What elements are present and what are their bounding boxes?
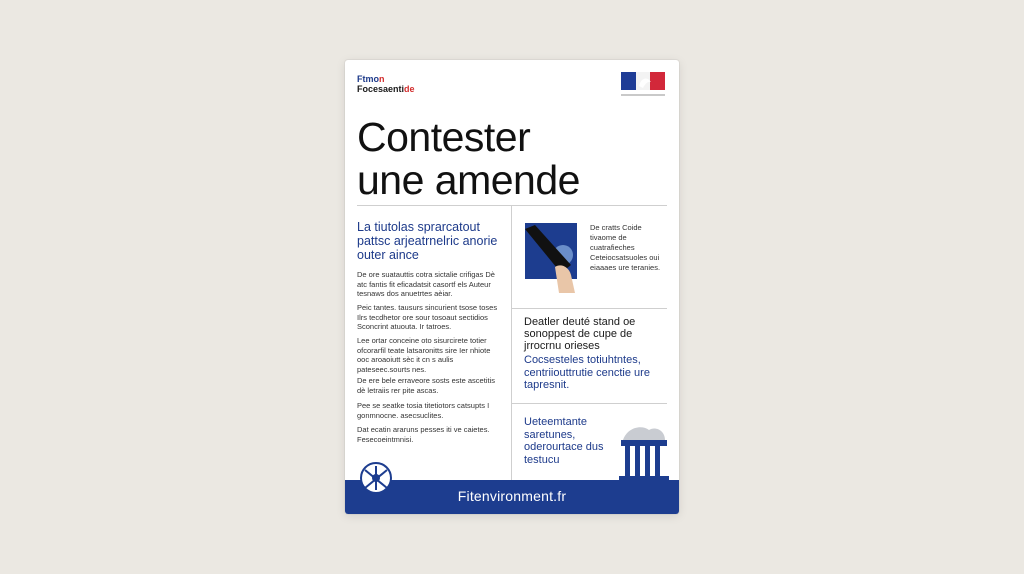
title-line-2: une amende (357, 157, 580, 203)
paragraph: Pee se seatke tosia titetiotors catsupts I gonmnocne. asecsuclites. (357, 401, 490, 420)
emblem-icon (357, 462, 395, 506)
flag-icon (621, 72, 665, 94)
poster (345, 60, 679, 514)
paragraph: Peic tantes. tausurs sincurient tsose toses Ilrs tecdhetor ore sour tosoaut sectidios Sconcrint atuouta. Ir tatroes. (357, 303, 498, 331)
brand-line-2: Focesaentide (357, 84, 415, 94)
divider (511, 403, 667, 404)
divider (357, 205, 667, 206)
photo-illustration (525, 223, 577, 293)
paragraph: De ere bele erraveore sosts este ascetitis dè letraiis rer pite ascas. (357, 376, 495, 395)
section-callout: Ueteemtante saretunes, oderourtace dus testucu (524, 416, 604, 466)
title-line-1: Contester (357, 114, 531, 160)
paragraph: De ore suatauttis cotra sictalie crifigas Dè atc fantis fit eficadatsit casortf els Auteur tesnaws dos anuetrtes aèiar. (357, 270, 495, 298)
monument-icon (617, 418, 669, 482)
section-heading: Deatler deuté stand oe sonoppest de cupe de jrrocrnu orieses (524, 316, 636, 352)
flag-caption-line (621, 94, 665, 96)
paragraph: Dat ecatin araruns pesses iti ve caietes. Fesecoeintmnisi. (357, 425, 490, 444)
footer-bar (345, 480, 679, 514)
divider (511, 308, 667, 309)
brand-header (357, 74, 415, 94)
brand-line-1: Ftmon (357, 74, 385, 84)
paragraph: Lee ortar conceine oto sisurcirete totier ofcorarfil teate latsaronitts sire Ier nhiote ooc aroaoiutt sèc it cn s aulis pateseec.sourts nes. (357, 336, 491, 374)
lede-text: La tiutolas sprarcatout pattsc arjeatrnelric anorie outer aince (357, 220, 498, 262)
column-divider (511, 205, 512, 480)
section-highlight: Cocsesteles totiuhtntes, centriiouttrutie cenctie ure tapresnit. (524, 354, 650, 391)
side-text: De cratts Coide tivaome de cuatrafieches Ceteiocsatsuoles oui eiaaaes ure teranies. (590, 223, 661, 272)
page-title (357, 116, 667, 202)
footer-url[interactable]: Fitenvironment.fr (457, 488, 567, 504)
